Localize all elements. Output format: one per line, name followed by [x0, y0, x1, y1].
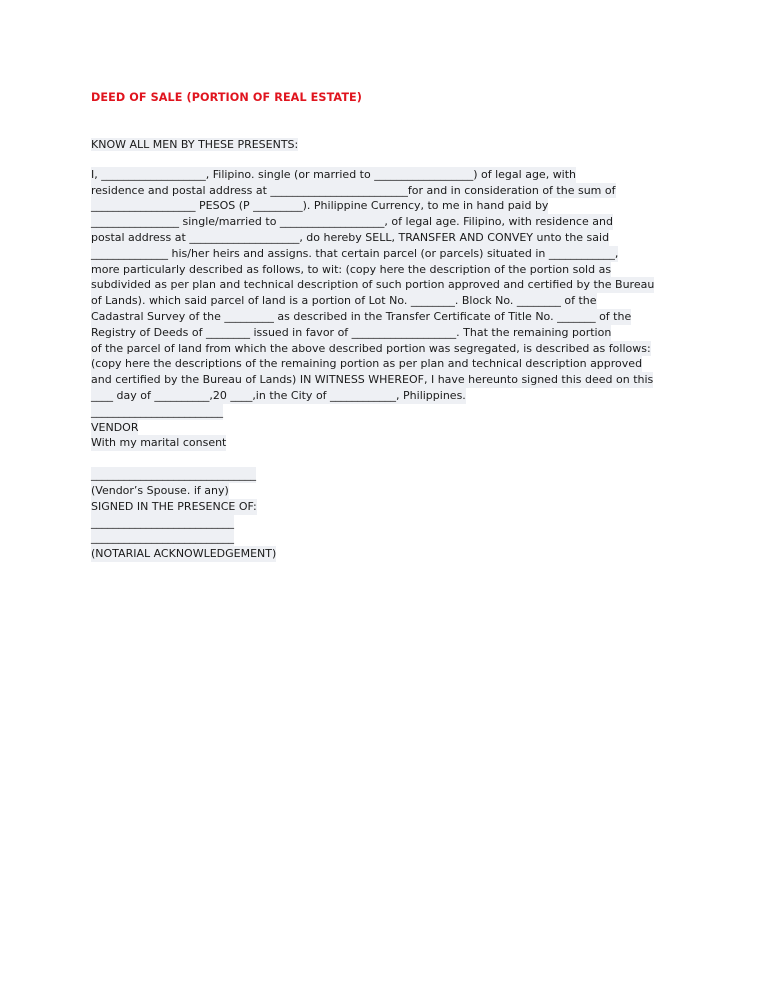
spacer	[91, 451, 683, 467]
witness-signature-line: __________________________	[91, 515, 234, 529]
body-line: (copy here the descriptions of the remaining portion as per plan and technical description approved	[91, 357, 643, 371]
document-page	[91, 90, 691, 562]
body-line: I, ___________________, Filipino. single (or married to __________________) of legal age, with	[91, 167, 577, 181]
body-line: ____ day of __________,20 ____,in the City of ____________, Philippines.	[91, 388, 466, 402]
witness-signature-line: __________________________	[91, 531, 234, 545]
body-line: Cadastral Survey of the _________ as described in the Transfer Certificate of Title No. _______ of the	[91, 309, 632, 323]
vendor-signature-line: ________________________	[91, 404, 223, 418]
body-line: of Lands). which said parcel of land is a portion of Lot No. ________. Block No. ________ of the	[91, 294, 597, 308]
vendor-label: VENDOR	[91, 420, 139, 434]
intro-text: KNOW ALL MEN BY THESE PRESENTS:	[91, 138, 299, 151]
body-line: residence and postal address at _________________________for and in consideration of the sum of	[91, 183, 616, 197]
marital-consent-text: With my marital consent	[91, 436, 227, 450]
body-line: ___________________ PESOS (P _________). Philippine Currency, to me in hand paid by	[91, 199, 549, 213]
body-line: ________________ single/married to ___________________, of legal age. Filipino, with residence and	[91, 215, 613, 229]
body-line: subdivided as per plan and technical description of such portion approved and certified by the Bureau	[91, 278, 655, 292]
body-line: postal address at ____________________, do hereby SELL, TRANSFER AND CONVEY unto the said	[91, 230, 610, 244]
spouse-label: (Vendor’s Spouse. if any)	[91, 483, 229, 497]
body-line: and certified by the Bureau of Lands) IN WITNESS WHEREOF, I have hereunto signed this deed on this	[91, 373, 654, 387]
body-line: Registry of Deeds of ________ issued in favor of ___________________. That the remaining portion	[91, 325, 612, 339]
body-line: of the parcel of land from which the above described portion was segregated, is described as follows:	[91, 341, 651, 355]
body-line: more particularly described as follows, to wit: (copy here the description of the portion sold as	[91, 262, 612, 276]
document-title: DEED OF SALE (PORTION OF REAL ESTATE)	[91, 91, 363, 104]
body-line: ______________ his/her heirs and assigns. that certain parcel (or parcels) situated in ____________,	[91, 246, 619, 260]
intro-line	[91, 137, 691, 153]
notarial-acknowledgement: (NOTARIAL ACKNOWLEDGEMENT)	[91, 547, 277, 561]
witness-heading: SIGNED IN THE PRESENCE OF:	[91, 499, 257, 513]
spouse-signature-line: ______________________________	[91, 468, 256, 482]
deed-body	[91, 167, 683, 562]
